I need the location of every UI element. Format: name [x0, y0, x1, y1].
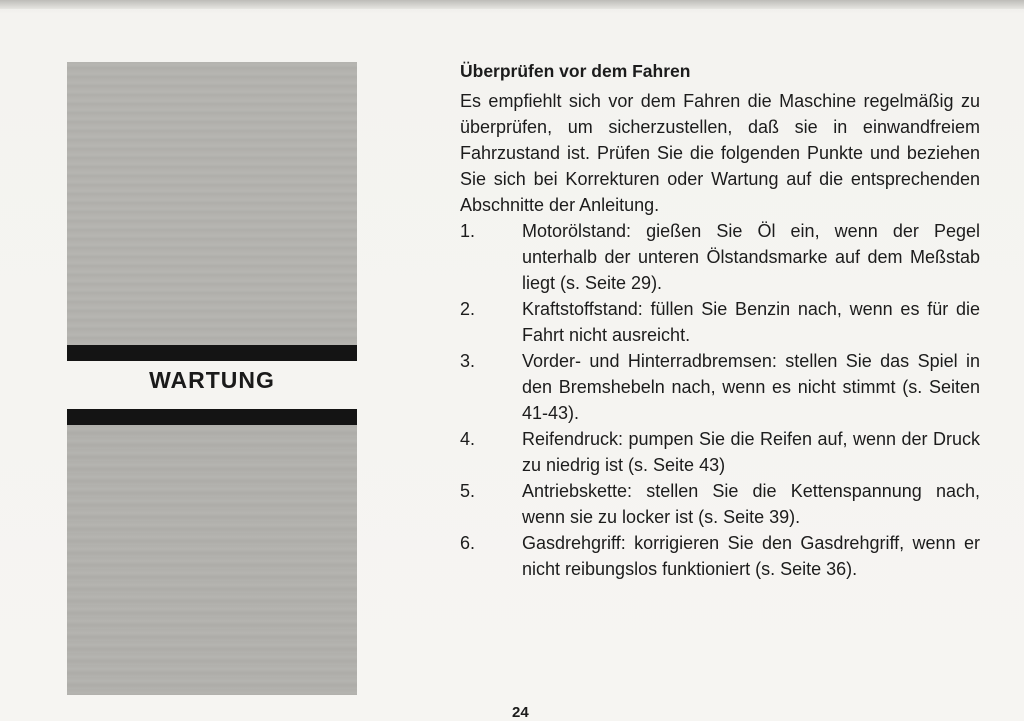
list-item: [460, 218, 980, 296]
checklist: [460, 218, 980, 582]
item-number: 3.: [460, 351, 476, 371]
item-text: Antriebskette: stellen Sie die Kettenspannung nach, wenn sie zu locker ist (s. Seite 39).: [522, 481, 980, 527]
item-number: 5.: [460, 481, 476, 501]
black-bar-top: [67, 345, 357, 361]
section-title: WARTUNG: [149, 367, 275, 393]
item-text: Kraftstoffstand: füllen Sie Benzin nach, wenn es für die Fahrt nicht ausreicht.: [522, 299, 980, 345]
list-item: [460, 296, 980, 348]
list-item: [460, 530, 980, 582]
black-bar-bottom: [67, 409, 357, 425]
gray-panel-lower: [67, 425, 357, 695]
page-top-edge: [0, 0, 1024, 9]
page-number: 24: [512, 704, 529, 721]
item-text: Motorölstand: gießen Sie Öl ein, wenn der Pegel unterhalb der unteren Ölstandsmarke auf dem Meßstab liegt (s. Seite 29).: [522, 221, 980, 293]
item-number: 2.: [460, 299, 476, 319]
gray-panel-upper: [67, 62, 357, 345]
item-text: Gasdrehgriff: korrigieren Sie den Gasdrehgriff, wenn er nicht reibungslos funktioniert (s. Seite 36).: [522, 533, 980, 579]
list-item: [460, 348, 980, 426]
item-number: 6.: [460, 533, 476, 553]
item-number: 4.: [460, 429, 476, 449]
list-item: [460, 426, 980, 478]
list-item: [460, 478, 980, 530]
page-heading: Überprüfen vor dem Fahren: [460, 61, 691, 81]
intro-paragraph: Es empfiehlt sich vor dem Fahren die Maschine regelmäßig zu überprüfen, um sicherzustellen, daß sie in einwandfreiem Fahrzustand ist. Prüfen Sie die folgenden Punkte und beziehen Sie sich bei Korrekturen oder Wartung auf die entsprechenden Abschnitte der Anleitung.: [460, 91, 980, 215]
item-text: Vorder- und Hinterradbremsen: stellen Sie das Spiel in den Bremshebeln nach, wenn es nicht stimmt (s. Seiten 41-43).: [522, 351, 980, 423]
item-number: 1.: [460, 221, 476, 241]
text-column: [460, 58, 980, 582]
item-text: Reifendruck: pumpen Sie die Reifen auf, wenn der Druck zu niedrig ist (s. Seite 43): [522, 429, 980, 475]
